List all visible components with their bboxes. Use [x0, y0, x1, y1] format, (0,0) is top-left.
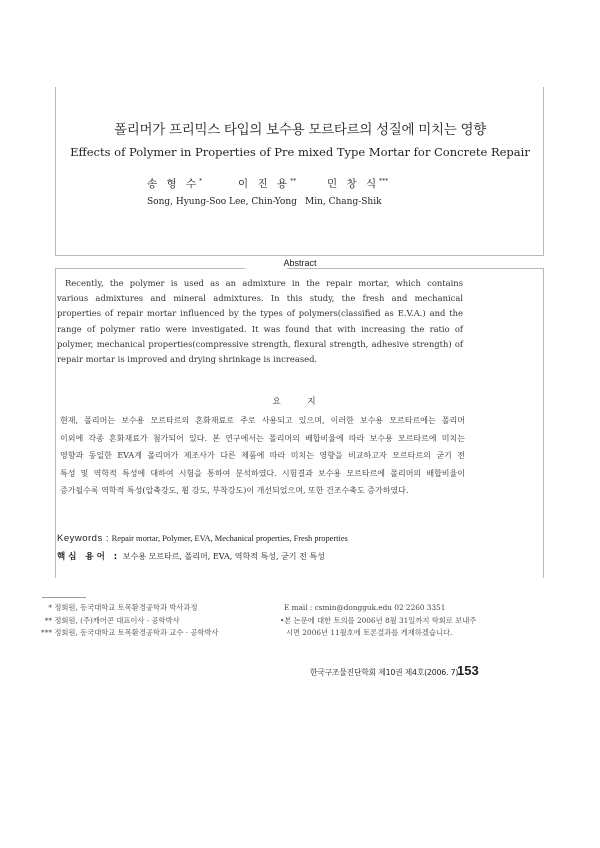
keywords-ko: [57, 550, 325, 562]
journal-info: 한국구조물진단학회 제10권 제4호(2006. 7): [310, 668, 459, 677]
paper-title-korean: 폴리머가 프리믹스 타입의 보수용 모르타르의 성질에 미치는 영향: [114, 122, 486, 138]
author-1-english: Song, Hyung-Soo: [147, 197, 227, 207]
keywords-ko-text: 보수용 모르타르, 폴리머, EVA, 역학적 특성, 굳기 전 특성: [122, 552, 325, 561]
author-1: 송 형 수*: [147, 177, 203, 190]
summary-heading: 요 지: [272, 397, 328, 407]
page-number: 153: [457, 663, 479, 678]
frame-abstract-top: [55, 268, 245, 269]
keywords-ko-label: 핵심 용어 :: [57, 552, 121, 562]
frame-abstract-top-right: [287, 268, 544, 269]
summary-line: 영향과 동일한 EVA계 폴리머가 제조사가 다른 제품에 따라 미치는 영향을 비교하고자 모르타르의 굳기 전: [60, 451, 465, 460]
abstract-line: polymer, mechanical properties(compressive strength, flexural strength, adhesive strength) of: [57, 338, 463, 349]
abstract-line: properties of repair mortar influenced by the types of polymers(classified as E.V.A.) and the: [57, 308, 463, 319]
abstract-heading: Abstract: [283, 258, 317, 268]
frame-left-top: [55, 87, 56, 255]
abstract-line: Recently, the polymer is used as an admixture in the repair mortar, which contains: [65, 278, 463, 288]
keywords-text: Repair mortar, Polymer, EVA, Mechanical properties, Fresh properties: [111, 534, 348, 543]
footnote-3: *** 정회원, 동국대학교 토목환경공학과 교수 · 공학박사: [41, 628, 219, 637]
author-3-english: Min, Chang-Shik: [305, 197, 382, 207]
keywords-label: Keywords :: [57, 533, 109, 544]
summary-line: 특성 및 역학적 특성에 대하여 시험을 통하여 분석하였다. 시험결과 보수용 모르타르에 폴리머의 배합비율이: [60, 468, 465, 478]
author-2: 이 진 용**: [238, 177, 297, 190]
abstract-body: [57, 276, 463, 367]
frame-divider: [55, 255, 544, 256]
discussion-note: •본 논문에 대한 토의를 2006년 8월 31일까지 학회로 보내주: [280, 615, 477, 625]
discussion-note-cont: 시면 2006년 11월호에 토론결과를 게재하겠습니다.: [286, 628, 453, 637]
summary-line: 증가될수록 역학적 특성(압축강도, 휨 강도, 부착강도)이 개선되었으며, 또한 건조수축도 증가하였다.: [60, 486, 409, 495]
footnote-2: ** 정회원, (주)캐어콘 대표이사 · 공학박사: [44, 615, 180, 625]
abstract-line: repair mortar is improved and drying shrinkage is increased.: [57, 354, 318, 365]
abstract-line: various admixtures and mineral admixtures. In this study, the fresh and mechanical: [57, 293, 463, 304]
summary-line: 현재, 폴리머는 보수용 모르타르의 혼화재료로 주로 사용되고 있으며, 이러한 보수용 모르타르에는 폴리머: [60, 416, 465, 425]
contact-email: E mail : csmin@dongguk.edu 02 2260 3351: [284, 603, 446, 612]
footnotes-left: [34, 602, 264, 640]
frame-right-top: [543, 87, 544, 255]
paper-title-english: Effects of Polymer in Properties of Pre mixed Type Mortar for Concrete Repair: [70, 145, 530, 159]
footnote-1: * 정회원, 동국대학교 토목환경공학과 박사과정: [48, 603, 198, 612]
summary-body: [60, 412, 465, 500]
footnotes-right: [280, 602, 490, 640]
footnote-rule: [42, 597, 86, 598]
keywords-en: [57, 533, 348, 544]
summary-line: 이외에 각종 혼화재료가 첨가되어 있다. 본 연구에서는 폴리머의 배합비율에 따라 보수용 모르타르에 미치는: [60, 433, 465, 443]
author-3: 민 창 식***: [327, 177, 389, 190]
frame-right-bottom: [543, 268, 544, 578]
author-2-english: Lee, Chin-Yong: [229, 197, 297, 207]
frame-left-bottom: [55, 268, 56, 578]
abstract-line: range of polymer ratio were investigated. It was found that with increasing the ratio of: [57, 323, 463, 334]
